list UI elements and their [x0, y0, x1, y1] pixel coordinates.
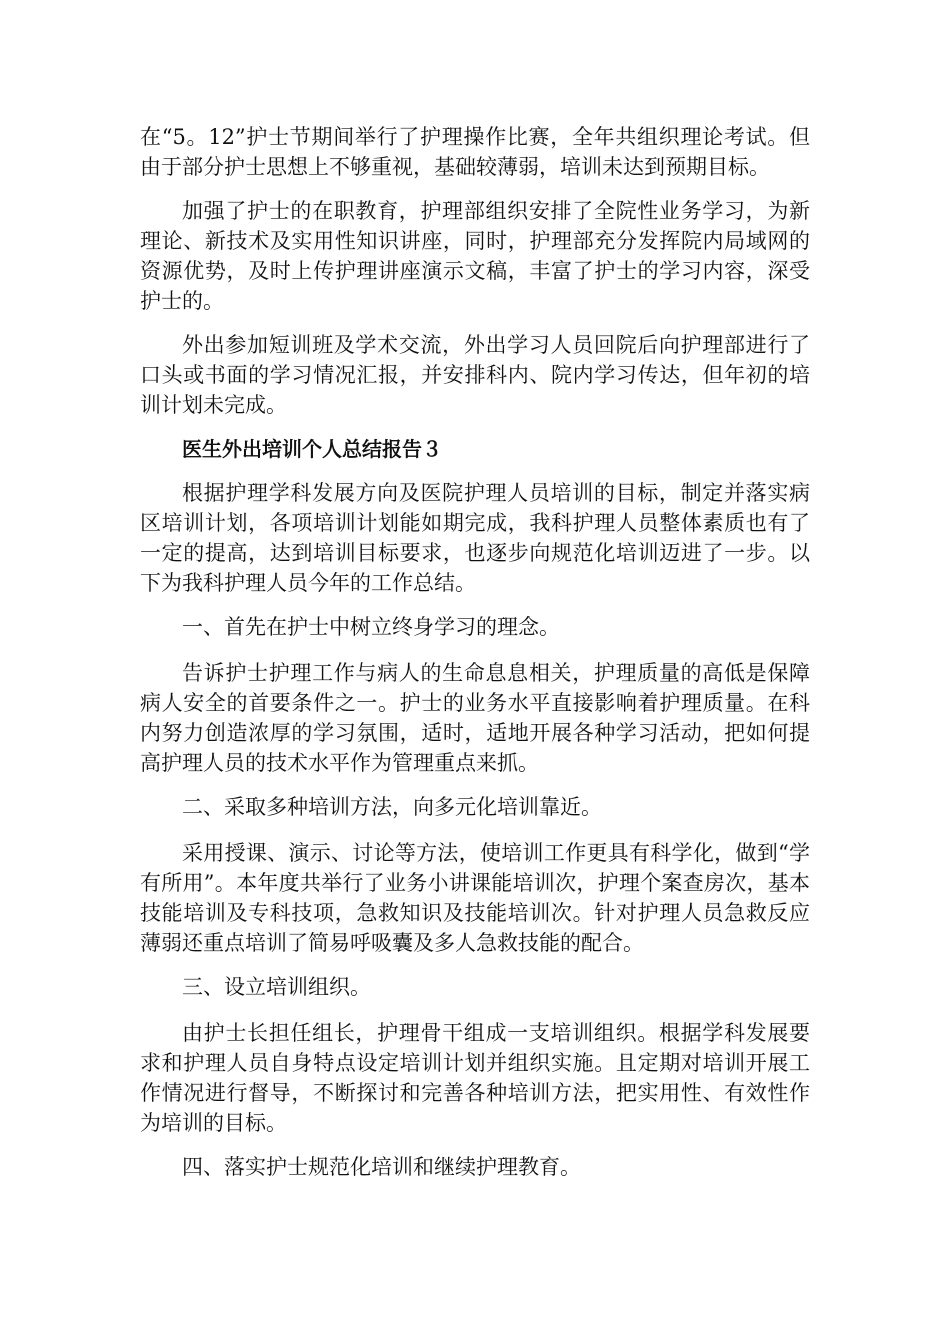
paragraph: 由护士长担任组长，护理骨干组成一支培训组织。根据学科发展要求和护理人员自身特点设定培训计划并组织实施。且定期对培训开展工作情况进行督导，不断探讨和完善各种培训方法，把实用性、有效性作为培训的目标。 [140, 1021, 810, 1135]
document-body [140, 122, 810, 1198]
section-heading: 三、设立培训组织。 [182, 975, 371, 999]
paragraph: 告诉护士护理工作与病人的生命息息相关，护理质量的高低是保障病人安全的首要条件之一。护士的业务水平直接影响着护理质量。在科内努力创造浓厚的学习氛围，适时，适地开展各种学习活动，把如何提高护理人员的技术水平作为管理重点来抓。 [140, 661, 810, 775]
paragraph: 外出参加短训班及学术交流，外出学习人员回院后向护理部进行了口头或书面的学习情况汇报，并安排科内、院内学习传达，但年初的培训计划未完成。 [140, 333, 810, 417]
paragraph: 根据护理学科发展方向及医院护理人员培训的目标，制定并落实病区培训计划，各项培训计划能如期完成，我科护理人员整体素质也有了一定的提高，达到培训目标要求，也逐步向规范化培训迈进了一步。以下为我科护理人员今年的工作总结。 [140, 481, 810, 595]
paragraph: 采用授课、演示、讨论等方法，使培训工作更具有科学化，做到“学有所用”。本年度共举行了业务小讲课能培训次，护理个案查房次，基本技能培训及专科技项，急救知识及技能培训次。针对护理人员急救反应薄弱还重点培训了简易呼吸囊及多人急救技能的配合。 [140, 841, 810, 955]
section-title: 医生外出培训个人总结报告３ [182, 437, 442, 461]
paragraph-continued: 在“5。12”护士节期间举行了护理操作比赛，全年共组织理论考试。但由于部分护士思想上不够重视，基础较薄弱，培训未达到预期目标。 [140, 125, 810, 179]
paragraph: 加强了护士的在职教育，护理部组织安排了全院性业务学习，为新理论、新技术及实用性知识讲座，同时，护理部充分发挥院内局域网的资源优势，及时上传护理讲座演示文稿，丰富了护士的学习内容，深受护士的。 [140, 199, 810, 313]
section-heading: 四、落实护士规范化培训和继续护理教育。 [182, 1155, 581, 1179]
section-heading: 二、采取多种培训方法，向多元化培训靠近。 [182, 795, 602, 819]
section-heading: 一、首先在护士中树立终身学习的理念。 [182, 615, 560, 639]
